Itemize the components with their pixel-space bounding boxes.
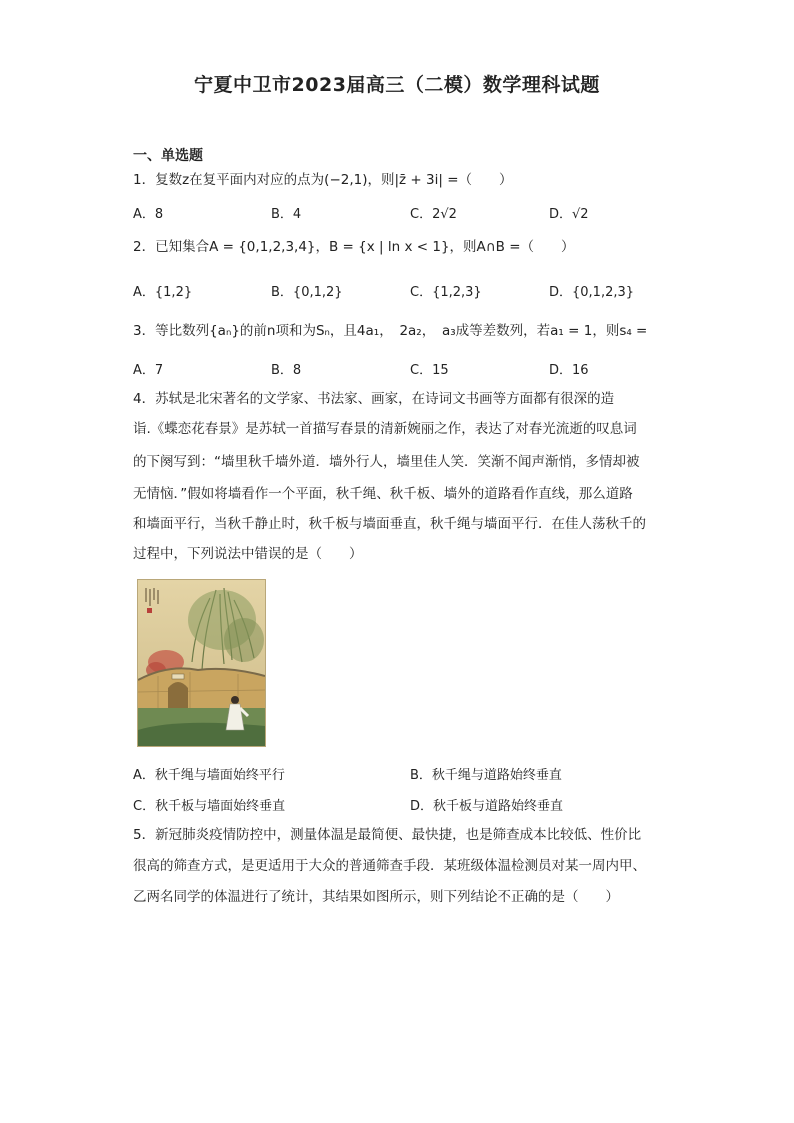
question-5-line-1: 5．新冠肺炎疫情防控中，测量体温是最简便、最快捷，也是筛查成本比较低、性价比 [133, 827, 642, 843]
question-5-line-2: 很高的筛查方式，是更适用于大众的普通筛查手段．某班级体温检测员对某一周内甲、 [133, 858, 646, 874]
q2-option-d: D．{0,1,2,3} [549, 285, 635, 300]
q1-option-a: A．8 [133, 207, 164, 222]
q2-option-b: B．{0,1,2} [271, 285, 343, 300]
question-1-stem: 1．复数z在复平面内对应的点为(−2,1)，则|z̄ + 3i| =（ ） [133, 172, 513, 188]
question-4-line-4: 无情恼．”假如将墙看作一个平面，秋千绳、秋千板、墙外的道路看作直线，那么道路 [133, 486, 633, 502]
q2-option-c: C．{1,2,3} [410, 285, 482, 300]
question-4-line-3: 的下阕写到：“墙里秋千墙外道．墙外行人，墙里佳人笑．笑渐不闻声渐悄，多情却被 [133, 454, 640, 470]
q3-option-b: B．8 [271, 363, 302, 378]
q4-option-c: C．秋千板与墙面始终垂直 [133, 799, 286, 814]
question-4-line-1: 4．苏轼是北宋著名的文学家、书法家、画家，在诗词文书画等方面都有很深的造 [133, 391, 615, 407]
question-4-line-2: 诣.《蝶恋花春景》是苏轼一首描写春景的清新婉丽之作，表达了对春光流逝的叹息词 [133, 421, 637, 437]
question-4-line-6: 过程中，下列说法中错误的是（ ） [133, 546, 363, 562]
q2-option-a: A．{1,2} [133, 285, 193, 300]
q4-option-a: A．秋千绳与墙面始终平行 [133, 768, 285, 783]
q3-option-a: A．7 [133, 363, 164, 378]
q1-option-d: D．√2 [549, 207, 589, 222]
q3-option-c: C．15 [410, 363, 449, 378]
section-heading: 一、单选题 [133, 148, 203, 164]
q1-option-b: B．4 [271, 207, 302, 222]
question-4-line-5: 和墙面平行，当秋千静止时，秋千板与墙面垂直，秋千绳与墙面平行．在佳人荡秋千的 [133, 516, 646, 532]
q1-option-c: C．2√2 [410, 207, 457, 222]
question-2-stem: 2．已知集合A = {0,1,2,3,4}，B = {x | ln x < 1}，则A∩B =（ ） [133, 239, 575, 255]
q4-option-b: B．秋千绳与道路始终垂直 [410, 768, 562, 783]
q3-option-d: D．16 [549, 363, 589, 378]
q4-option-d: D．秋千板与道路始终垂直 [410, 799, 564, 814]
page-title: 宁夏中卫市2023届高三（二模）数学理科试题 [194, 74, 600, 96]
question-5-line-3: 乙两名同学的体温进行了统计，其结果如图所示，则下列结论不正确的是（ ） [133, 889, 619, 905]
question-3-stem: 3．等比数列{aₙ}的前n项和为Sₙ，且4a₁， 2a₂， a₃成等差数列，若a₁ = 1，则s₄ = [133, 323, 648, 339]
painting-illustration [137, 579, 266, 747]
